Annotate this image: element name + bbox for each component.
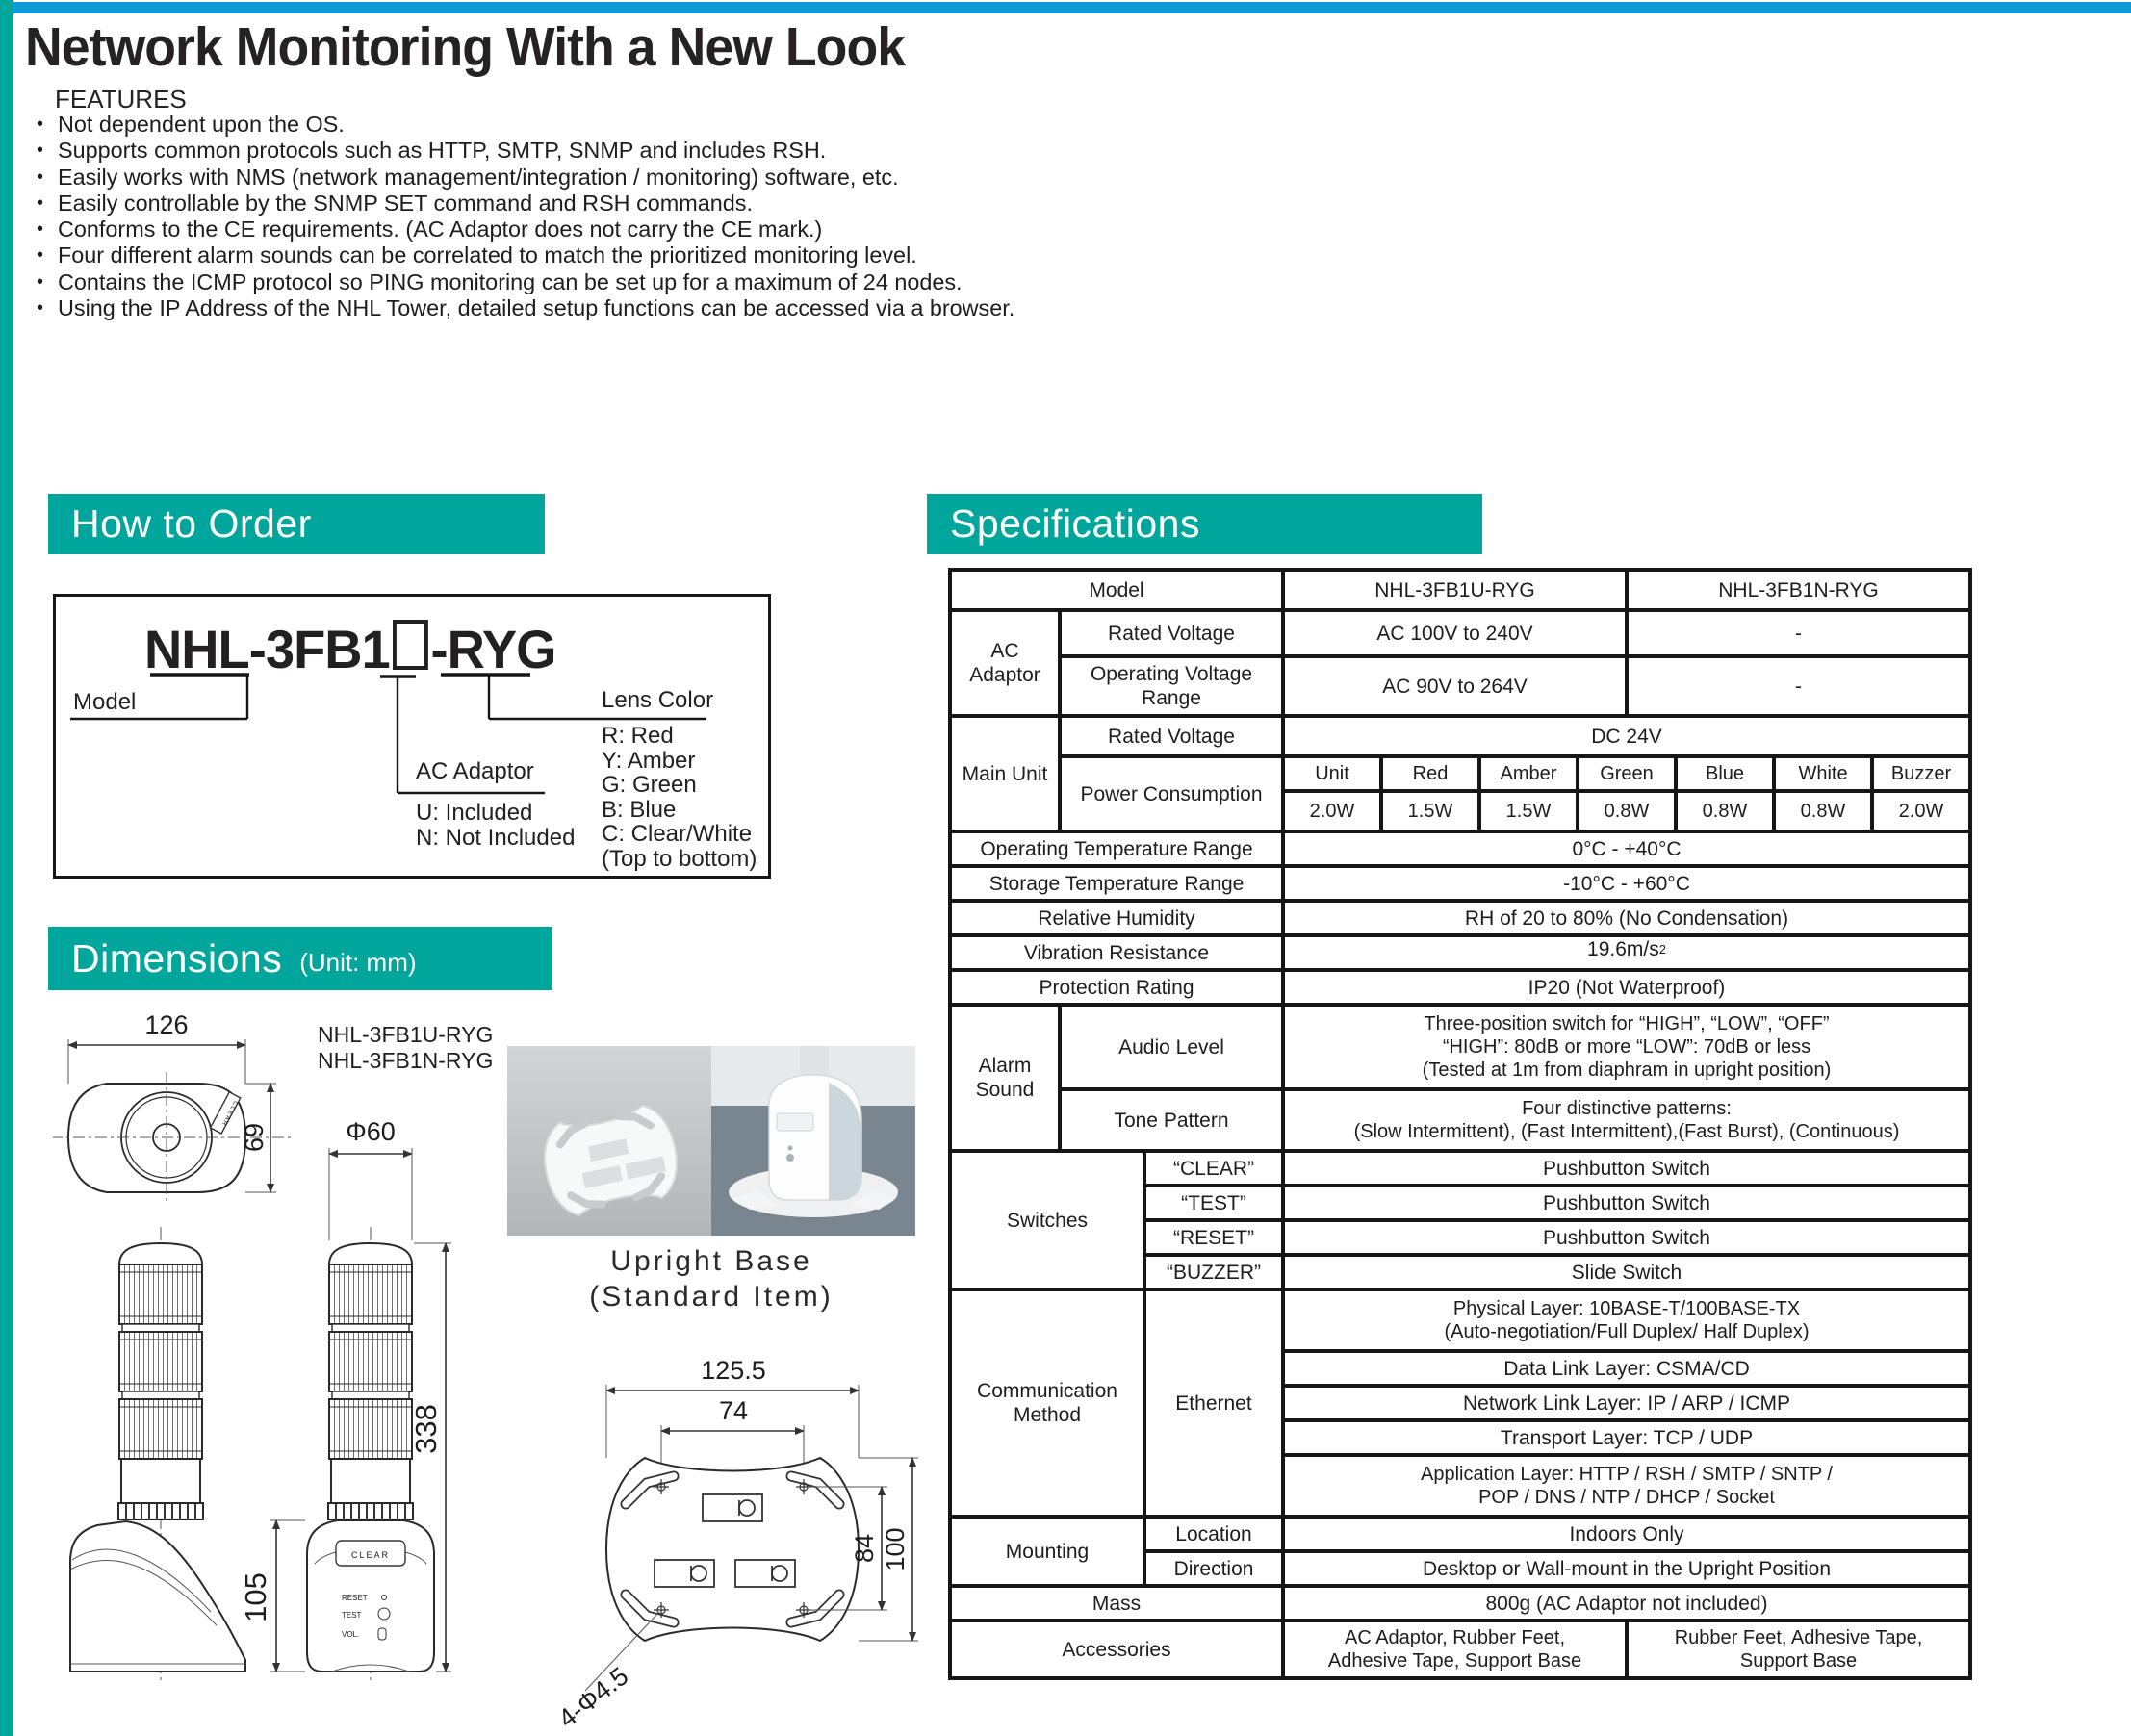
model-code-prefix: NHL-3FB1 [144, 619, 390, 679]
spec-label-alarm-sound: Alarm Sound [952, 1007, 1058, 1149]
audio-line-1: Three-position switch for “HIGH”, “LOW”, “OFF” [1424, 1013, 1830, 1034]
topview-clear-label: CLEAR [219, 1099, 240, 1128]
power-val-blue: 0.8W [1678, 793, 1772, 830]
mounting-plate-drawing [549, 1352, 943, 1736]
spec-test-switch: Pushbutton Switch [1285, 1187, 1968, 1218]
spec-protection: IP20 (Not Waterproof) [1285, 972, 1968, 1003]
dim-lens-dia-label: Φ60 [346, 1117, 396, 1146]
left-accent-bar [0, 0, 13, 1736]
spec-storage-temp: -10°C - +60°C [1285, 868, 1968, 899]
spec-main-rated-voltage: DC 24V [1285, 718, 1968, 754]
feature-item: • Supports common protocols such as HTTP, SMTP, SNMP and includes RSH. [35, 138, 1014, 164]
lens-option: C: Clear/White [602, 821, 753, 848]
spec-operating-range-u: AC 90V to 264V [1285, 658, 1625, 714]
upright-base-photos [507, 1046, 915, 1236]
accessories-u-line-2: Adhesive Tape, Support Base [1327, 1650, 1582, 1672]
base-clear-button-label: CLEAR [350, 1550, 391, 1560]
lens-option: Y: Amber [602, 747, 696, 774]
spec-label-protection: Protection Rating [952, 972, 1281, 1003]
spec-audio-level [1285, 1007, 1968, 1087]
physical-line-1: Physical Layer: 10BASE-T/100BASE-TX [1452, 1298, 1801, 1319]
spec-label-vibration: Vibration Resistance [952, 937, 1281, 968]
spec-label-mass: Mass [952, 1588, 1281, 1619]
spec-label-audio-level: Audio Level [1062, 1007, 1281, 1087]
upright-base-product-photo [711, 1046, 915, 1236]
ac-option: N: Not Included [416, 824, 576, 851]
dimension-model-names [318, 1022, 493, 1074]
spec-datalink-layer: Data Link Layer: CSMA/CD [1285, 1353, 1968, 1384]
vibration-sup: 2 [1658, 942, 1666, 957]
spec-label-location: Location [1146, 1519, 1281, 1549]
spec-application-layer [1285, 1457, 1968, 1515]
dimension-model-2: NHL-3FB1N-RYG [318, 1048, 494, 1073]
spec-transport-layer: Transport Layer: TCP / UDP [1285, 1422, 1968, 1453]
dim-plate-height-label: 100 [881, 1527, 910, 1571]
how-to-order-header [48, 494, 545, 554]
accessories-u-line-1: AC Adaptor, Rubber Feet, [1344, 1627, 1566, 1648]
ac-option: U: Included [416, 800, 533, 826]
order-lens-options [602, 724, 757, 872]
spec-label-operating-range: Operating Voltage Range [1062, 658, 1281, 714]
order-ac-options [416, 801, 575, 850]
tone-line-2: (Slow Intermittent), (Fast Intermittent),(Fast Burst), (Continuous) [1353, 1121, 1900, 1142]
caption-line-2: (Standard Item) [589, 1281, 834, 1313]
power-col-blue: Blue [1678, 758, 1772, 789]
spec-label-tone-pattern: Tone Pattern [1062, 1091, 1281, 1149]
accessories-n-line-1: Rubber Feet, Adhesive Tape, [1674, 1627, 1923, 1648]
spec-reset-switch: Pushbutton Switch [1285, 1222, 1968, 1253]
spec-label-main-unit: Main Unit [952, 718, 1058, 830]
base-vol-label: VOL. [342, 1630, 360, 1639]
spec-model-n: NHL-3FB1N-RYG [1629, 572, 1968, 608]
spec-network-layer: Network Link Layer: IP / ARP / ICMP [1285, 1388, 1968, 1418]
physical-line-2: (Auto-negotiation/Full Duplex/ Half Duplex) [1444, 1321, 1810, 1342]
spec-label-communication: Communication Method [952, 1291, 1143, 1515]
top-accent-bar [13, 2, 2131, 13]
spec-label-humidity: Relative Humidity [952, 903, 1281, 933]
spec-label-model: Model [952, 572, 1281, 608]
power-val-amber: 1.5W [1481, 793, 1576, 830]
spec-label-power-consumption: Power Consumption [1062, 758, 1281, 830]
lens-option: B: Blue [602, 796, 677, 823]
page-title: Network Monitoring With a New Look [25, 16, 906, 78]
power-val-buzzer: 2.0W [1874, 793, 1968, 830]
dimensions-unit-note: (Unit: mm) [299, 947, 417, 977]
spec-direction: Desktop or Wall-mount in the Upright Position [1285, 1553, 1968, 1584]
application-line-2: POP / DNS / NTP / DHCP / Socket [1478, 1487, 1775, 1508]
dim-hole-height-label: 84 [850, 1533, 879, 1564]
feature-item: • Easily works with NMS (network management/integration / monitoring) software, etc. [35, 165, 1014, 191]
spec-physical-layer [1285, 1291, 1968, 1349]
feature-item: • Conforms to the CE requirements. (AC Adaptor does not carry the CE mark.) [35, 217, 1014, 243]
lens-option: R: Red [602, 723, 674, 749]
power-col-red: Red [1383, 758, 1477, 789]
spec-label-ac-adaptor: AC Adaptor [952, 612, 1058, 714]
power-col-amber: Amber [1481, 758, 1576, 789]
power-val-green: 0.8W [1579, 793, 1674, 830]
audio-line-3: (Tested at 1m from diaphram in upright position) [1422, 1059, 1832, 1081]
spec-label-ethernet: Ethernet [1146, 1291, 1281, 1515]
spec-label-rated-voltage-main: Rated Voltage [1062, 718, 1281, 754]
spec-label-storage-temp: Storage Temperature Range [952, 868, 1281, 899]
power-col-unit: Unit [1285, 758, 1379, 789]
power-val-unit: 2.0W [1285, 793, 1379, 830]
dimensions-title: Dimensions [71, 935, 283, 981]
specifications-header [927, 494, 1482, 554]
spec-label-test: “TEST” [1146, 1187, 1281, 1218]
audio-line-2: “HIGH”: 80dB or more “LOW”: 70dB or less [1442, 1036, 1811, 1058]
order-ac-adaptor-label: AC Adaptor [416, 758, 534, 784]
features-list [35, 112, 1014, 321]
specifications-title: Specifications [950, 501, 1200, 546]
feature-item: • Not dependent upon the OS. [35, 112, 1014, 138]
base-plate-photo [507, 1046, 711, 1236]
order-model-label: Model [73, 689, 137, 715]
spec-humidity: RH of 20 to 80% (No Condensation) [1285, 903, 1968, 933]
caption-line-1: Upright Base [610, 1245, 812, 1277]
spec-label-clear: “CLEAR” [1146, 1153, 1281, 1184]
spec-tone-pattern [1285, 1091, 1968, 1149]
accessories-n-line-2: Support Base [1739, 1650, 1858, 1672]
lens-option: (Top to bottom) [602, 845, 757, 872]
spec-rated-voltage-n: - [1629, 612, 1968, 654]
lens-option: G: Green [602, 772, 697, 799]
upright-base-caption [507, 1243, 915, 1315]
spec-label-buzzer: “BUZZER” [1146, 1257, 1281, 1288]
tower-drawings [53, 1111, 476, 1727]
feature-item: • Using the IP Address of the NHL Tower, detailed setup functions can be accessed via a browser. [35, 295, 1014, 321]
dim-hole-span-label: 74 [718, 1396, 749, 1425]
dim-width-label: 126 [144, 1010, 189, 1039]
spec-mass: 800g (AC Adaptor not included) [1285, 1588, 1968, 1619]
feature-item: • Easily controllable by the SNMP SET command and RSH commands. [35, 191, 1014, 217]
spec-operating-temp: 0°C - +40°C [1285, 833, 1968, 864]
feature-item: • Four different alarm sounds can be correlated to match the prioritized monitoring level. [35, 243, 1014, 268]
spec-model-u: NHL-3FB1U-RYG [1285, 572, 1625, 608]
model-code-suffix: -RYG [430, 619, 556, 679]
feature-item: • Contains the ICMP protocol so PING monitoring can be set up for a maximum of 24 nodes. [35, 269, 1014, 295]
power-col-buzzer: Buzzer [1874, 758, 1968, 789]
dim-holes-label: 4-Φ4.5 [552, 1661, 634, 1734]
spec-label-mounting: Mounting [952, 1519, 1143, 1584]
dim-height-label: 338 [409, 1404, 443, 1454]
spec-vibration [1285, 937, 1968, 968]
features-heading: FEATURES [55, 85, 187, 114]
order-code-box [53, 594, 771, 879]
spec-accessories-n [1629, 1622, 1968, 1676]
vibration-value: 19.6m/s [1587, 938, 1659, 960]
order-lens-color-label: Lens Color [602, 687, 714, 713]
dimensions-header [48, 927, 552, 990]
spec-clear-switch: Pushbutton Switch [1285, 1153, 1968, 1184]
base-test-label: TEST [342, 1611, 362, 1620]
dim-plate-width-label: 125.5 [701, 1356, 766, 1385]
dim-depth-label: 69 [240, 1122, 269, 1153]
spec-label-rated-voltage-ac: Rated Voltage [1062, 612, 1281, 654]
power-col-green: Green [1579, 758, 1674, 789]
spec-label-reset: “RESET” [1146, 1222, 1281, 1253]
dimension-model-1: NHL-3FB1U-RYG [318, 1022, 494, 1047]
spec-label-direction: Direction [1146, 1553, 1281, 1584]
spec-rated-voltage-u: AC 100V to 240V [1285, 612, 1625, 654]
spec-label-accessories: Accessories [952, 1622, 1281, 1676]
specifications-table [948, 568, 1972, 1680]
application-line-1: Application Layer: HTTP / RSH / SMTP / SNTP / [1421, 1464, 1833, 1485]
spec-label-operating-temp: Operating Temperature Range [952, 833, 1281, 864]
spec-operating-range-n: - [1629, 658, 1968, 714]
spec-label-switches: Switches [952, 1153, 1143, 1288]
how-to-order-title: How to Order [71, 501, 312, 546]
dim-base-height-label: 105 [239, 1572, 272, 1622]
base-reset-label: RESET [342, 1594, 368, 1602]
tone-line-1: Four distinctive patterns: [1522, 1098, 1732, 1119]
spec-buzzer-switch: Slide Switch [1285, 1257, 1968, 1288]
spec-accessories-u [1285, 1622, 1625, 1676]
power-val-red: 1.5W [1383, 793, 1477, 830]
power-col-white: White [1776, 758, 1870, 789]
power-val-white: 0.8W [1776, 793, 1870, 830]
spec-location: Indoors Only [1285, 1519, 1968, 1549]
